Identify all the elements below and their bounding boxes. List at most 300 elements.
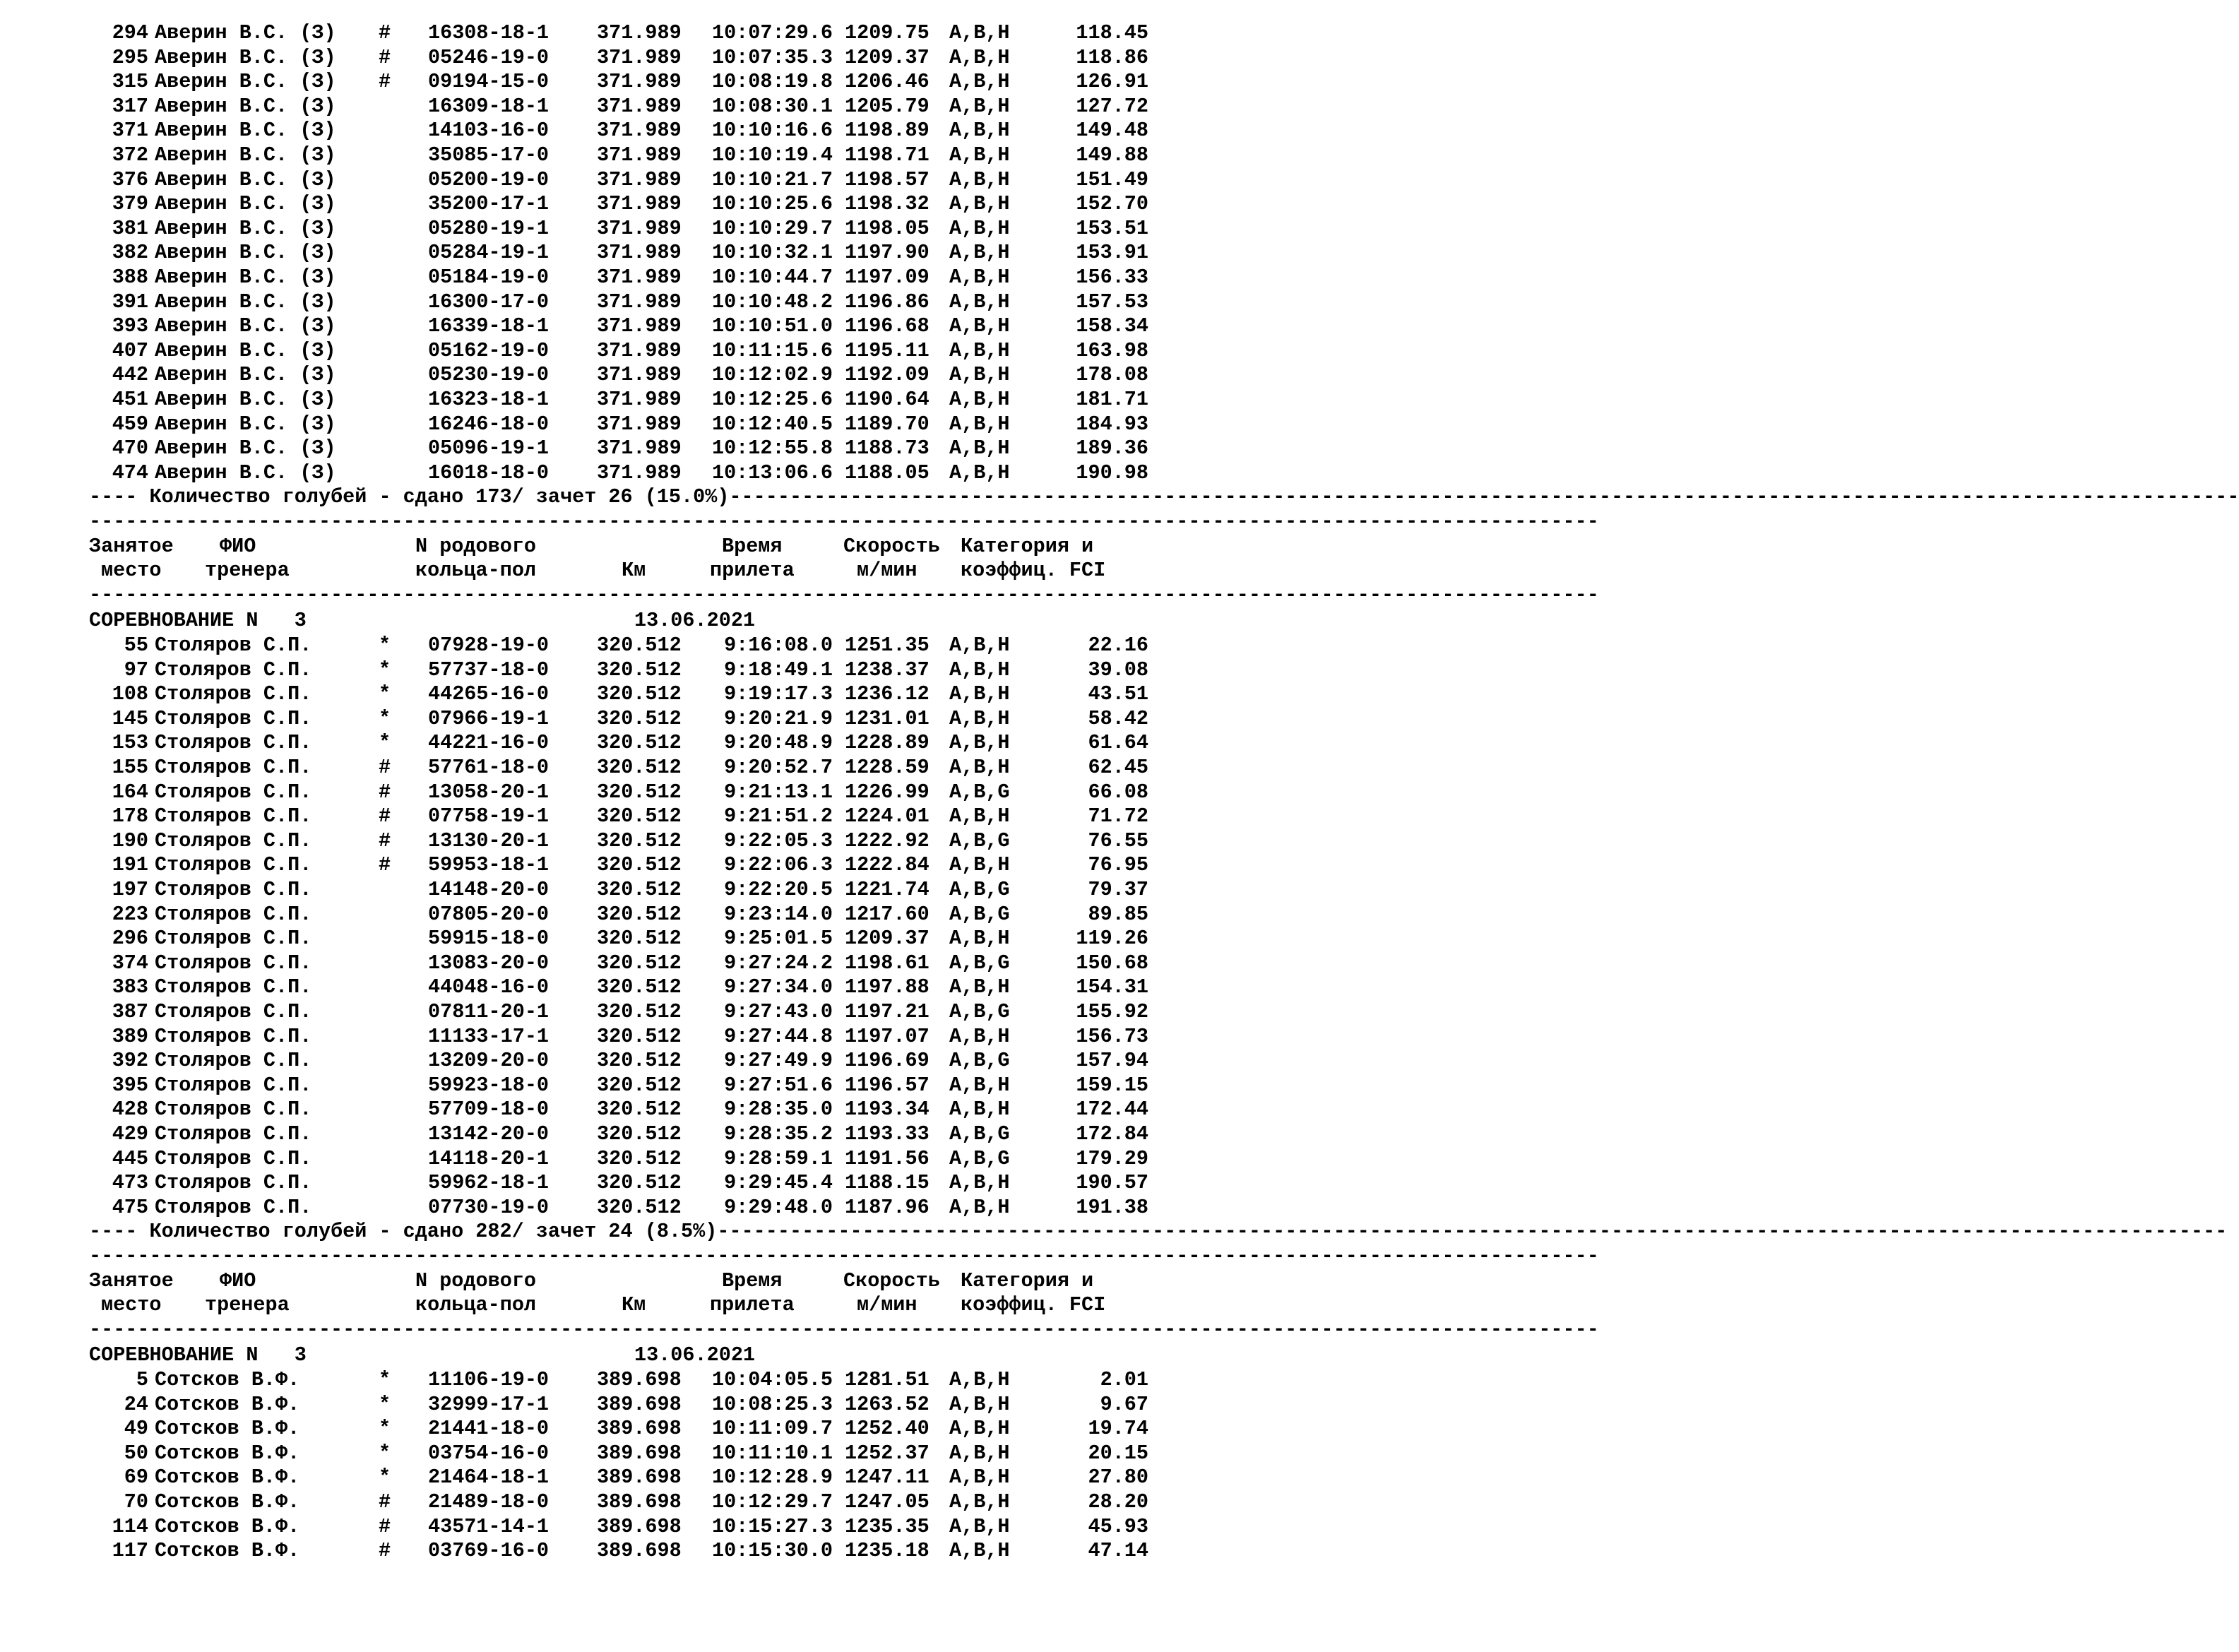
- row-ring: 03754-16-0: [428, 1441, 550, 1465]
- row-name: Аверин В.С. (З): [155, 167, 336, 191]
- row-km: 320.512: [597, 1146, 682, 1170]
- row-km: 371.989: [597, 167, 682, 191]
- row-km: 389.698: [597, 1441, 682, 1465]
- row-place: 387: [112, 1000, 148, 1023]
- row-place: 372: [112, 143, 148, 167]
- column-header-km: Км: [622, 559, 646, 583]
- row-speed: 1228.59: [845, 756, 930, 779]
- row-place: 153: [112, 731, 148, 755]
- row-name: Сотсков В.Ф.: [155, 1490, 300, 1514]
- row-time: 10:04:05.5: [711, 1368, 833, 1391]
- row-time: 9:22:05.3: [724, 828, 833, 852]
- row-speed: 1196.68: [845, 314, 930, 338]
- column-header-row: [0, 1269, 1168, 1293]
- row-ring: 05184-19-0: [428, 266, 550, 289]
- row-coefficient: 118.86: [1076, 45, 1148, 69]
- column-header-place: Занятое: [89, 534, 174, 558]
- row-ring: 59962-18-1: [428, 1171, 550, 1195]
- row-name: Аверин В.С. (З): [155, 21, 336, 44]
- row-km: 389.698: [597, 1392, 682, 1416]
- summary-text: ---- Количество голубей - сдано 173/ зачет 26 (15.0%): [89, 485, 730, 509]
- row-category: A,B,H: [949, 412, 1010, 436]
- row-time: 9:29:45.4: [724, 1171, 833, 1195]
- row-category: A,B,H: [949, 1490, 1010, 1514]
- row-category: A,B,H: [949, 192, 1010, 216]
- row-name: Столяров С.П.: [155, 1000, 312, 1023]
- table-row: [0, 1074, 1168, 1098]
- row-time: 9:27:24.2: [724, 951, 833, 975]
- row-place: 114: [112, 1514, 148, 1538]
- row-speed: 1191.56: [845, 1146, 930, 1170]
- row-ring: 13209-20-0: [428, 1049, 550, 1073]
- column-header-ring: кольца-пол: [415, 1293, 537, 1317]
- row-ring: 05246-19-0: [428, 45, 550, 69]
- table-row: [0, 95, 1168, 119]
- row-name: Аверин В.С. (З): [155, 192, 336, 216]
- row-ring: 16018-18-0: [428, 460, 550, 485]
- row-time: 9:22:20.5: [724, 878, 833, 901]
- row-km: 320.512: [597, 951, 682, 975]
- row-ring: 16246-18-0: [428, 412, 550, 436]
- row-time: 10:10:21.7: [711, 167, 833, 191]
- row-coefficient: 159.15: [1076, 1073, 1148, 1097]
- row-speed: 1263.52: [845, 1392, 930, 1416]
- row-ring: 16309-18-1: [428, 94, 550, 118]
- row-km: 320.512: [597, 927, 682, 951]
- row-ring: 16308-18-1: [428, 21, 550, 44]
- row-place: 315: [112, 70, 148, 94]
- row-km: 320.512: [597, 902, 682, 926]
- row-category: A,B,H: [949, 314, 1010, 338]
- row-speed: 1221.74: [845, 878, 930, 901]
- row-coefficient: 76.55: [1088, 828, 1148, 852]
- row-place: 475: [112, 1195, 148, 1219]
- column-header-speed: м/мин: [857, 1293, 917, 1317]
- row-category: A,B,H: [949, 804, 1010, 828]
- table-row: [0, 1122, 1168, 1146]
- row-time: 10:10:51.0: [711, 314, 833, 338]
- row-time: 10:12:55.8: [711, 436, 833, 460]
- row-place: 376: [112, 167, 148, 191]
- row-speed: 1217.60: [845, 902, 930, 926]
- row-ring: 05162-19-0: [428, 338, 550, 362]
- row-speed: 1247.05: [845, 1490, 930, 1514]
- row-coefficient: 189.36: [1076, 436, 1148, 460]
- row-place: 407: [112, 338, 148, 362]
- row-ring: 59915-18-0: [428, 927, 550, 951]
- row-time: 10:10:16.6: [711, 119, 833, 143]
- row-speed: 1188.05: [845, 460, 930, 485]
- row-km: 320.512: [597, 1024, 682, 1048]
- table-row: [0, 1515, 1168, 1539]
- row-km: 371.989: [597, 45, 682, 69]
- row-name: Столяров С.П.: [155, 1171, 312, 1195]
- row-name: Столяров С.П.: [155, 975, 312, 999]
- row-speed: 1226.99: [845, 780, 930, 804]
- row-speed: 1188.73: [845, 436, 930, 460]
- row-coefficient: 191.38: [1076, 1195, 1148, 1219]
- row-coefficient: 154.31: [1076, 975, 1148, 999]
- row-place: 190: [112, 828, 148, 852]
- row-name: Столяров С.П.: [155, 706, 312, 730]
- row-coefficient: 27.80: [1088, 1466, 1148, 1490]
- row-speed: 1196.86: [845, 290, 930, 314]
- row-coefficient: 9.67: [1100, 1392, 1148, 1416]
- row-time: 10:12:29.7: [711, 1490, 833, 1514]
- row-mark: *: [379, 706, 391, 730]
- table-row: [0, 682, 1168, 706]
- row-time: 9:21:51.2: [724, 804, 833, 828]
- row-speed: 1238.37: [845, 658, 930, 682]
- row-name: Столяров С.П.: [155, 756, 312, 779]
- row-time: 9:18:49.1: [724, 658, 833, 682]
- row-coefficient: 76.95: [1088, 853, 1148, 877]
- row-km: 371.989: [597, 388, 682, 411]
- row-km: 320.512: [597, 1049, 682, 1073]
- row-place: 108: [112, 682, 148, 706]
- table-row: [0, 436, 1168, 460]
- row-name: Сотсков В.Ф.: [155, 1466, 300, 1490]
- row-place: 470: [112, 436, 148, 460]
- row-km: 320.512: [597, 731, 682, 755]
- row-category: A,B,G: [949, 1122, 1010, 1146]
- table-rule: -----------------------------------------------------------------------------------------------------------------------------: [89, 510, 1599, 533]
- row-place: 145: [112, 706, 148, 730]
- row-place: 381: [112, 216, 148, 240]
- table-row: [0, 168, 1168, 192]
- row-km: 371.989: [597, 241, 682, 265]
- table-rule: -----------------------------------------------------------------------------------------------------------------------------: [89, 1317, 1599, 1341]
- row-coefficient: 181.71: [1076, 388, 1148, 411]
- row-category: A,B,G: [949, 828, 1010, 852]
- row-ring: 14118-20-1: [428, 1146, 550, 1170]
- row-km: 371.989: [597, 436, 682, 460]
- row-time: 10:07:35.3: [711, 45, 833, 69]
- row-time: 10:10:44.7: [711, 266, 833, 289]
- row-ring: 07730-19-0: [428, 1195, 550, 1219]
- table-row: [0, 241, 1168, 265]
- row-name: Сотсков В.Ф.: [155, 1539, 300, 1563]
- row-km: 320.512: [597, 804, 682, 828]
- table-row: [0, 21, 1168, 45]
- row-category: A,B,H: [949, 143, 1010, 167]
- row-ring: 32999-17-1: [428, 1392, 550, 1416]
- table-row: [0, 363, 1168, 387]
- table-row: [0, 1049, 1168, 1073]
- row-time: 9:23:14.0: [724, 902, 833, 926]
- row-speed: 1231.01: [845, 706, 930, 730]
- row-category: A,B,H: [949, 266, 1010, 289]
- row-km: 320.512: [597, 878, 682, 901]
- row-km: 320.512: [597, 706, 682, 730]
- row-time: 10:11:09.7: [711, 1417, 833, 1441]
- row-speed: 1198.71: [845, 143, 930, 167]
- row-name: Аверин В.С. (З): [155, 266, 336, 289]
- row-ring: 09194-15-0: [428, 70, 550, 94]
- table-row: [0, 1442, 1168, 1466]
- row-place: 371: [112, 119, 148, 143]
- table-row: [0, 1196, 1168, 1220]
- row-km: 320.512: [597, 1171, 682, 1195]
- table-row: [0, 1025, 1168, 1049]
- column-header-km: Км: [622, 1293, 646, 1317]
- row-time: 9:27:44.8: [724, 1024, 833, 1048]
- row-name: Столяров С.П.: [155, 1049, 312, 1073]
- row-name: Столяров С.П.: [155, 951, 312, 975]
- row-km: 371.989: [597, 119, 682, 143]
- row-category: A,B,H: [949, 388, 1010, 411]
- row-name: Сотсков В.Ф.: [155, 1441, 300, 1465]
- column-header-category: Категория и: [961, 1268, 1094, 1293]
- row-mark: *: [379, 634, 391, 657]
- row-coefficient: 157.53: [1076, 290, 1148, 314]
- row-place: 383: [112, 975, 148, 999]
- row-place: 379: [112, 192, 148, 216]
- table-row: [0, 70, 1168, 94]
- row-speed: 1190.64: [845, 388, 930, 411]
- row-time: 10:11:15.6: [711, 338, 833, 362]
- row-place: 442: [112, 363, 148, 387]
- row-name: Сотсков В.Ф.: [155, 1368, 300, 1391]
- row-coefficient: 156.73: [1076, 1024, 1148, 1048]
- row-speed: 1187.96: [845, 1195, 930, 1219]
- table-row: [0, 1098, 1168, 1122]
- row-km: 371.989: [597, 460, 682, 485]
- row-place: 97: [124, 658, 148, 682]
- row-mark: *: [379, 1392, 391, 1416]
- competition-title: [0, 1343, 1168, 1367]
- row-category: A,B,H: [949, 1514, 1010, 1538]
- row-speed: 1197.09: [845, 266, 930, 289]
- table-row: [0, 853, 1168, 877]
- row-place: 393: [112, 314, 148, 338]
- row-name: Сотсков В.Ф.: [155, 1514, 300, 1538]
- row-time: 9:27:43.0: [724, 1000, 833, 1023]
- table-row: [0, 1393, 1168, 1417]
- row-category: A,B,H: [949, 94, 1010, 118]
- row-category: A,B,H: [949, 1024, 1010, 1048]
- row-place: 317: [112, 94, 148, 118]
- row-place: 473: [112, 1171, 148, 1195]
- row-category: A,B,H: [949, 731, 1010, 755]
- row-category: A,B,H: [949, 927, 1010, 951]
- row-time: 10:08:30.1: [711, 94, 833, 118]
- row-km: 320.512: [597, 780, 682, 804]
- row-speed: 1188.15: [845, 1171, 930, 1195]
- column-header-name: тренера: [205, 559, 290, 583]
- row-category: A,B,H: [949, 1417, 1010, 1441]
- column-header-place: место: [101, 1293, 162, 1317]
- row-mark: *: [379, 682, 391, 706]
- row-time: 9:20:21.9: [724, 706, 833, 730]
- column-header-row: [0, 535, 1168, 559]
- row-speed: 1195.11: [845, 338, 930, 362]
- row-ring: 59953-18-1: [428, 853, 550, 877]
- column-header-row: [0, 559, 1168, 583]
- row-ring: 05200-19-0: [428, 167, 550, 191]
- row-speed: 1198.61: [845, 951, 930, 975]
- row-speed: 1189.70: [845, 412, 930, 436]
- row-speed: 1205.79: [845, 94, 930, 118]
- row-time: 10:10:19.4: [711, 143, 833, 167]
- row-km: 371.989: [597, 216, 682, 240]
- row-coefficient: 79.37: [1088, 878, 1148, 901]
- column-header-ring: кольца-пол: [415, 559, 537, 583]
- row-category: A,B,G: [949, 902, 1010, 926]
- row-name: Столяров С.П.: [155, 634, 312, 657]
- row-coefficient: 62.45: [1088, 756, 1148, 779]
- table-row: [0, 143, 1168, 167]
- row-ring: 13142-20-0: [428, 1122, 550, 1146]
- row-coefficient: 127.72: [1076, 94, 1148, 118]
- row-name: Столяров С.П.: [155, 878, 312, 901]
- row-time: 9:27:49.9: [724, 1049, 833, 1073]
- row-ring: 57737-18-0: [428, 658, 550, 682]
- row-name: Столяров С.П.: [155, 853, 312, 877]
- row-coefficient: 28.20: [1088, 1490, 1148, 1514]
- table-row: [0, 1000, 1168, 1024]
- row-speed: 1198.05: [845, 216, 930, 240]
- competition-name: СОРЕВНОВАНИЕ N 3: [89, 1343, 307, 1367]
- row-name: Столяров С.П.: [155, 1024, 312, 1048]
- row-km: 389.698: [597, 1417, 682, 1441]
- row-category: A,B,H: [949, 119, 1010, 143]
- row-time: 10:12:40.5: [711, 412, 833, 436]
- row-speed: 1198.32: [845, 192, 930, 216]
- table-row: [0, 903, 1168, 927]
- section-summary: [89, 1220, 2228, 1244]
- row-category: A,B,H: [949, 682, 1010, 706]
- row-category: A,B,H: [949, 363, 1010, 387]
- row-place: 223: [112, 902, 148, 926]
- row-time: 9:20:48.9: [724, 731, 833, 755]
- row-category: A,B,H: [949, 1073, 1010, 1097]
- row-name: Столяров С.П.: [155, 902, 312, 926]
- table-row: [0, 192, 1168, 216]
- table-row: [0, 412, 1168, 436]
- column-header-time: Время: [722, 1268, 783, 1293]
- row-category: A,B,H: [949, 658, 1010, 682]
- row-place: 459: [112, 412, 148, 436]
- row-speed: 1198.89: [845, 119, 930, 143]
- row-ring: 16323-18-1: [428, 388, 550, 411]
- column-header-name: тренера: [205, 1293, 290, 1317]
- table-row: [0, 119, 1168, 143]
- row-place: 191: [112, 853, 148, 877]
- row-coefficient: 66.08: [1088, 780, 1148, 804]
- row-km: 389.698: [597, 1514, 682, 1538]
- row-coefficient: 126.91: [1076, 70, 1148, 94]
- row-time: 10:12:25.6: [711, 388, 833, 411]
- row-name: Аверин В.С. (З): [155, 143, 336, 167]
- competition-title: [0, 609, 1168, 633]
- row-category: A,B,G: [949, 780, 1010, 804]
- row-speed: 1235.18: [845, 1539, 930, 1563]
- row-name: Столяров С.П.: [155, 731, 312, 755]
- row-km: 389.698: [597, 1539, 682, 1563]
- row-place: 24: [124, 1392, 148, 1416]
- row-name: Сотсков В.Ф.: [155, 1417, 300, 1441]
- row-coefficient: 151.49: [1076, 167, 1148, 191]
- table-row: [0, 975, 1168, 999]
- row-ring: 05280-19-1: [428, 216, 550, 240]
- row-km: 320.512: [597, 1073, 682, 1097]
- row-speed: 1197.90: [845, 241, 930, 265]
- row-speed: 1281.51: [845, 1368, 930, 1391]
- row-km: 320.512: [597, 853, 682, 877]
- row-place: 70: [124, 1490, 148, 1514]
- row-category: A,B,H: [949, 1195, 1010, 1219]
- row-coefficient: 45.93: [1088, 1514, 1148, 1538]
- row-ring: 07758-19-1: [428, 804, 550, 828]
- column-header-category: коэффиц. FCI: [961, 559, 1106, 583]
- row-km: 371.989: [597, 94, 682, 118]
- row-km: 371.989: [597, 412, 682, 436]
- row-km: 320.512: [597, 756, 682, 779]
- row-km: 389.698: [597, 1466, 682, 1490]
- table-row: [0, 290, 1168, 314]
- row-category: A,B,H: [949, 167, 1010, 191]
- row-speed: 1222.84: [845, 853, 930, 877]
- table-row: [0, 1539, 1168, 1563]
- row-time: 9:20:52.7: [724, 756, 833, 779]
- row-speed: 1193.34: [845, 1098, 930, 1122]
- row-name: Столяров С.П.: [155, 658, 312, 682]
- row-ring: 44265-16-0: [428, 682, 550, 706]
- row-ring: 07966-19-1: [428, 706, 550, 730]
- row-mark: #: [379, 828, 391, 852]
- row-place: 69: [124, 1466, 148, 1490]
- row-time: 9:19:17.3: [724, 682, 833, 706]
- summary-rule: -----------------------------------------------------------------------------------------------------------------------------: [717, 1220, 2228, 1244]
- table-row: [0, 951, 1168, 975]
- row-coefficient: 163.98: [1076, 338, 1148, 362]
- row-speed: 1209.37: [845, 45, 930, 69]
- column-header-speed: м/мин: [857, 559, 917, 583]
- row-category: A,B,H: [949, 853, 1010, 877]
- table-row: [0, 707, 1168, 731]
- column-header-ring: N родового: [415, 534, 537, 558]
- row-time: 10:15:30.0: [711, 1539, 833, 1563]
- row-place: 5: [136, 1368, 148, 1391]
- row-name: Аверин В.С. (З): [155, 241, 336, 265]
- row-place: 374: [112, 951, 148, 975]
- table-row: [0, 1368, 1168, 1392]
- row-time: 10:08:25.3: [711, 1392, 833, 1416]
- column-header-name: ФИО: [220, 1268, 256, 1293]
- row-coefficient: 156.33: [1076, 266, 1148, 289]
- row-ring: 16300-17-0: [428, 290, 550, 314]
- row-mark: *: [379, 731, 391, 755]
- row-category: A,B,H: [949, 21, 1010, 44]
- section-summary: [89, 485, 2239, 509]
- row-mark: #: [379, 853, 391, 877]
- row-km: 320.512: [597, 658, 682, 682]
- row-category: A,B,H: [949, 70, 1010, 94]
- row-name: Столяров С.П.: [155, 682, 312, 706]
- row-mark: #: [379, 45, 391, 69]
- row-ring: 44048-16-0: [428, 975, 550, 999]
- table-row: [0, 658, 1168, 682]
- row-coefficient: 39.08: [1088, 658, 1148, 682]
- row-name: Столяров С.П.: [155, 927, 312, 951]
- row-time: 10:10:29.7: [711, 216, 833, 240]
- row-time: 10:12:02.9: [711, 363, 833, 387]
- row-place: 178: [112, 804, 148, 828]
- row-ring: 35200-17-1: [428, 192, 550, 216]
- row-category: A,B,G: [949, 1049, 1010, 1073]
- row-category: A,B,G: [949, 878, 1010, 901]
